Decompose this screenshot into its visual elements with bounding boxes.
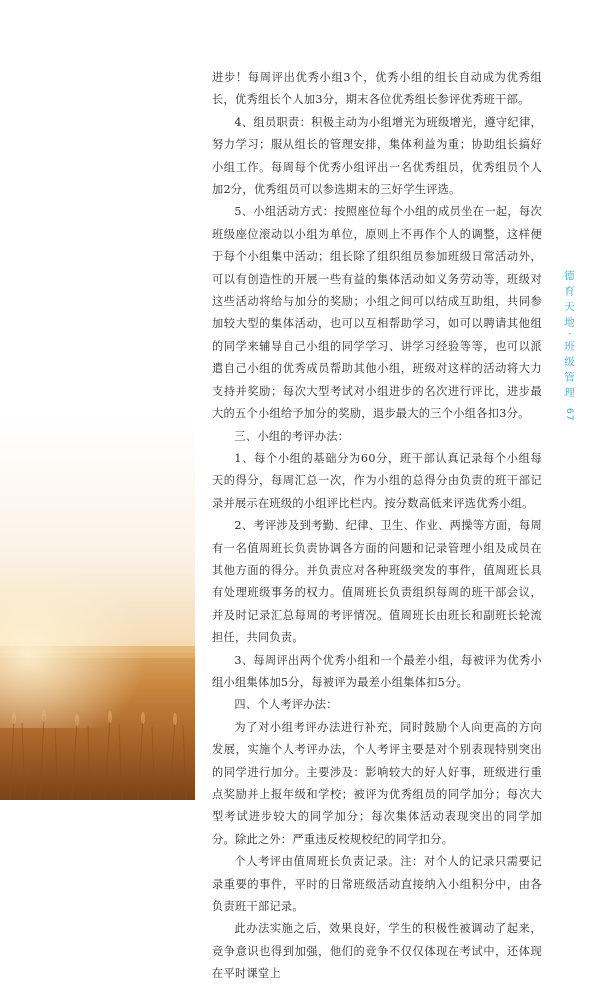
article-body: [212, 67, 542, 986]
paragraph-individual-method: 为了对小组考评办法进行补充，同时鼓励个人向更高的方向发展，实施个人考评办法，个人考评主要是对个别表现特别突出的同学进行加分。主要涉及：影响较大的好人好事，班级进行重点奖励并上报年级和学校；被评为优秀组员的同学加分；每次大型考试进步较大的同学加分；每次集体活动表现突出的同学加分。除此之外：严重违反校规校纪的同学扣分。: [212, 720, 542, 846]
page-number: 67: [564, 408, 574, 422]
section-sidebar: [561, 270, 577, 422]
paragraph-base-score: 1、每个小组的基础分为60分，班干部认真记录每个小组每天的得分，每周汇总一次，作为小组的总得分由负责的班干部记录并展示在班级的小组评比栏内。按分数高低来评选优秀小组。: [212, 451, 542, 510]
paragraph-recording-note: 个人考评由值周班长负责记录。注：对个人的记录只需要记录重要的事件，平时的日常班级活动直接纳入小组积分中，由各负责班干部记录。: [212, 855, 542, 914]
paragraph-continuation: 进步！每周评出优秀小组3个，优秀小组的组长自动成为优秀组长，优秀组长个人加3分，期末各位优秀组长参评优秀班干部。: [212, 71, 542, 107]
paragraph-weekly-selection: 3、每周评出两个优秀小组和一个最差小组，每被评为优秀小组小组集体加5分，每被评为最差小组集体扣5分。: [212, 653, 542, 689]
wheat-field-photo: [0, 418, 195, 800]
paragraph-results: 此办法实施之后，效果良好，学生的积极性被调动了起来，竞争意识也得到加强，他们的竞争不仅仅体现在考试中，还体现在平时课堂上: [212, 922, 542, 981]
heading-group-evaluation: 三、小组的考评办法：: [234, 429, 350, 443]
paragraph-member-duties: 4、组员职责：积极主动为小组增光为班级增光，遵守纪律，努力学习；服从组长的管理安排，集体利益为重；协助组长搞好小组工作。每周每个优秀小组评出一名优秀组员，优秀组员个人加2分，优秀组员可以参选期末的三好学生评选。: [212, 115, 542, 197]
heading-individual-evaluation: 四、个人考评办法：: [234, 698, 338, 712]
paragraph-group-activities: 5、小组活动方式：按照座位每个小组的成员坐在一起，每次班级座位滚动以小组为单位，原则上不再作个人的调整，这样便于每个小组集中活动；组长除了组织组员参加班级日常活动外，可以有创造性的开展一些有益的集体活动如义务劳动等，班级对这些活动将给与加分的奖励；小组之间可以结成互助组，共同参加较大型的集体活动，也可以互相帮助学习，如可以聘请其他组的同学来辅导自己小组的同学学习、讲学习经验等等，也可以派遣自己小组的优秀成员帮助其他小组，班级对这样的活动将大力支持并奖励；每次大型考试对小组进步的名次进行评比，进步最大的五个小组给予加分的奖励，退步最大的三个小组各扣3分。: [212, 205, 542, 421]
section-title: 德育天地·班级管理: [563, 270, 575, 403]
paragraph-evaluation-scope: 2、考评涉及到考勤、纪律、卫生、作业、两操等方面，每周有一名值周班长负责协调各方面的问题和记录管理小组及成员在其他方面的得分。并负责应对各种班级突发的事件，值周班长具有处理班级事务的权力。值周班长负责组织每周的班干部会议，并及时记录汇总每周的考评情况。值周班长由班长和副班长轮流担任，共同负责。: [212, 519, 542, 645]
